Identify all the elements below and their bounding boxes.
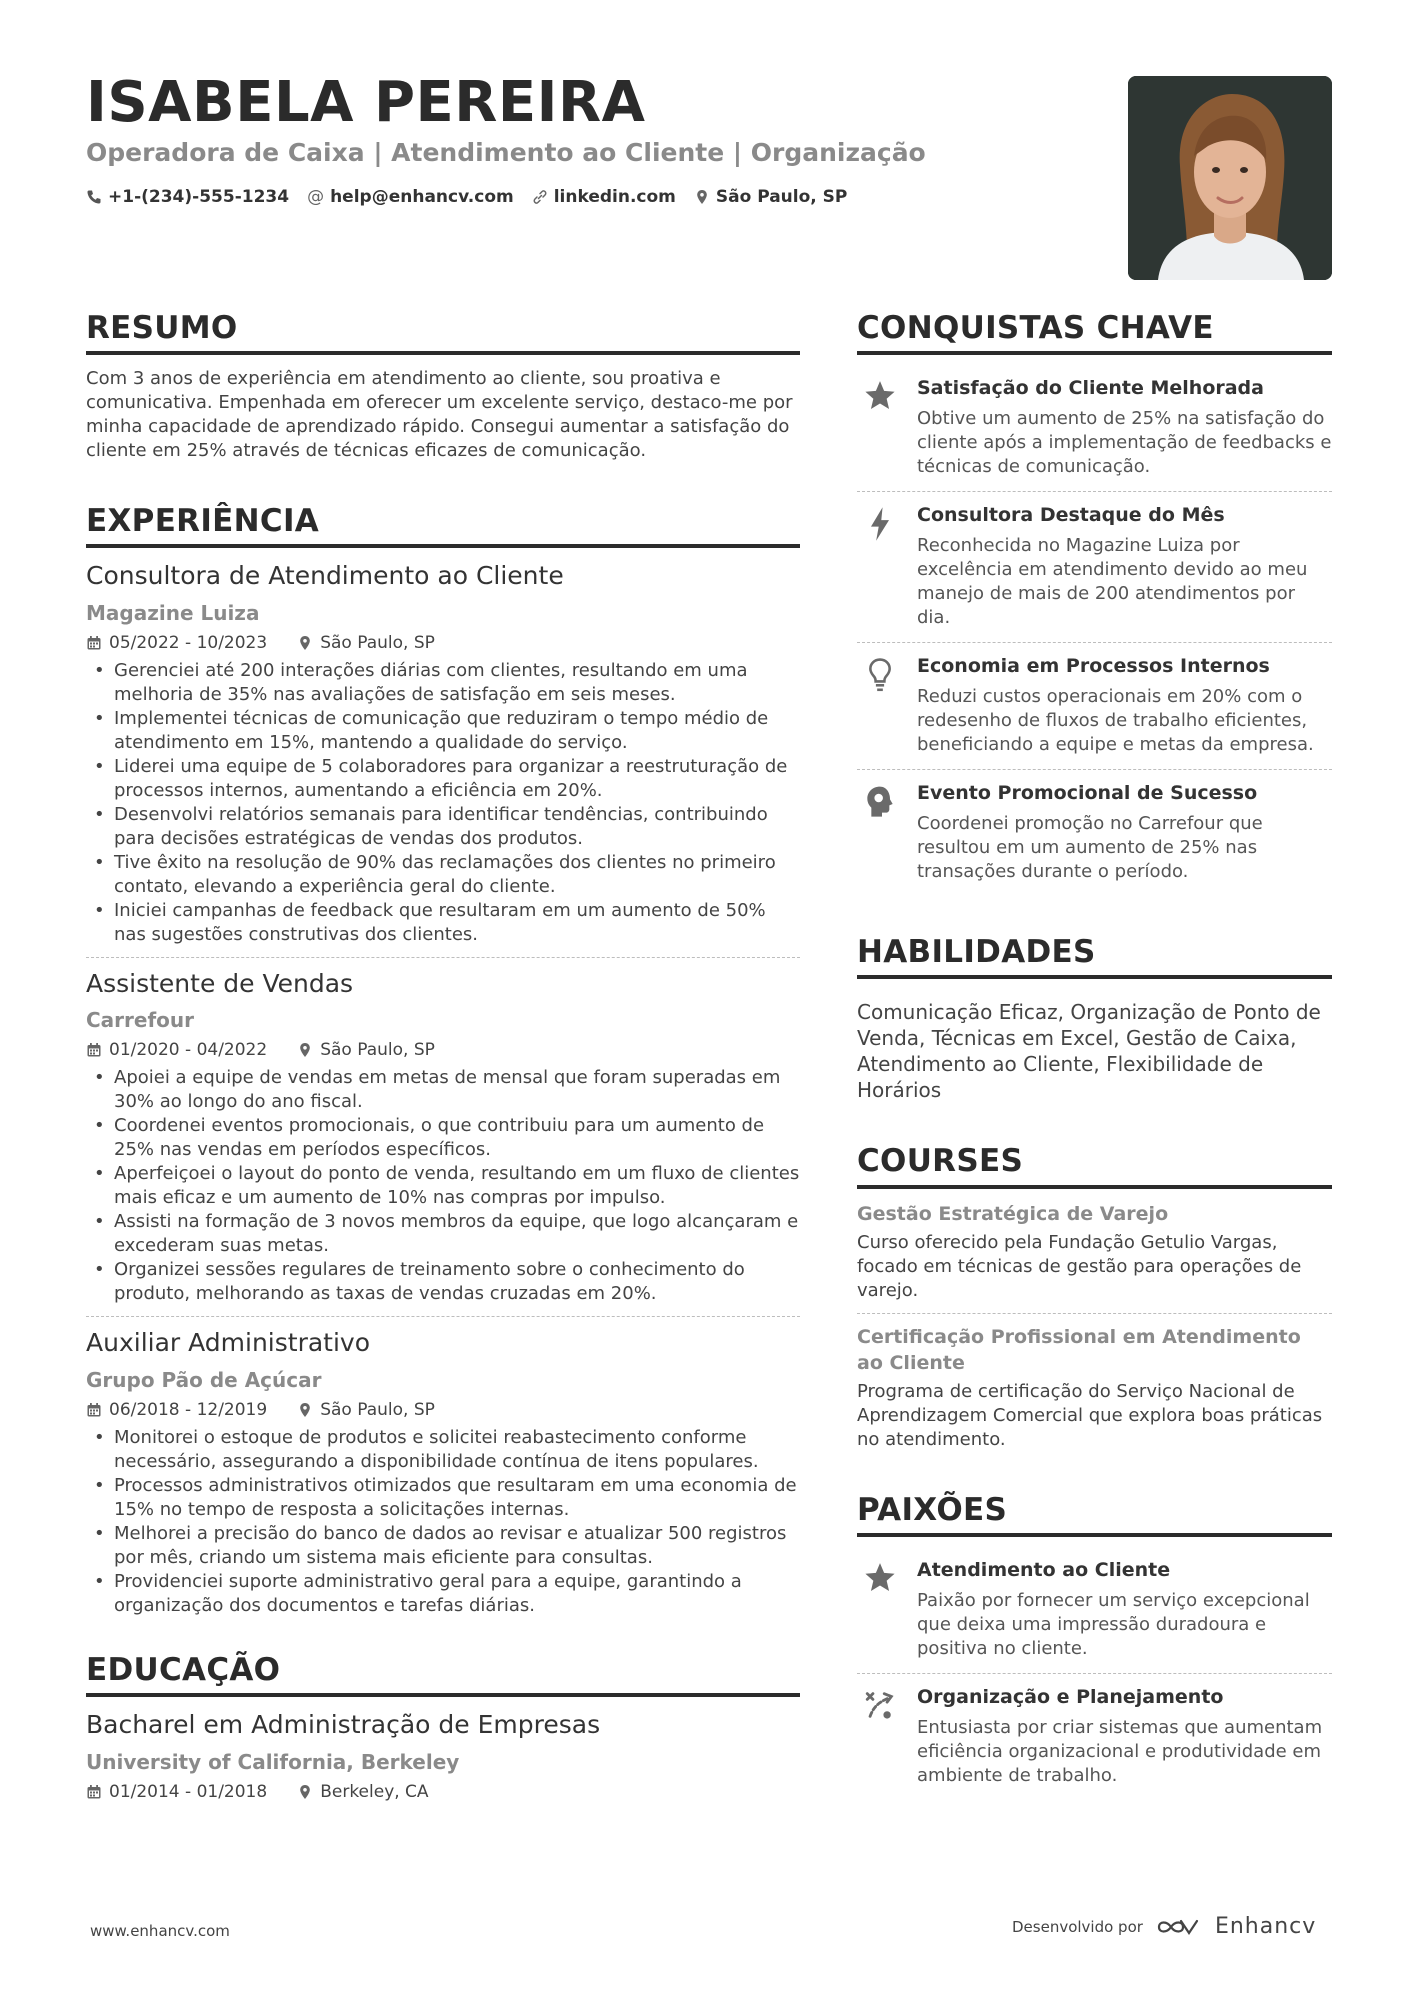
- list-item: • Aperfeiçoei o layout do ponto de venda, resultando em um fluxo de clientes mais eficaz e um aumento de 10% nas compras por impulso.: [86, 1162, 800, 1210]
- star-icon: [863, 379, 897, 413]
- linkedin-text: linkedin.com: [553, 187, 676, 207]
- location-pin-icon: [297, 1402, 313, 1418]
- list-item: • Coordenei eventos promocionais, o que contribuiu para um aumento de 25% nas vendas em períodos específicos.: [86, 1114, 800, 1162]
- achievement-item: [857, 772, 1332, 894]
- list-item: • Providenciei suporte administrativo geral para a equipe, garantindo a organização dos documentos e tarefas diárias.: [86, 1570, 800, 1618]
- courses-section: [857, 1143, 1332, 1451]
- job-bullets: [86, 1426, 800, 1618]
- summary-heading: RESUMO: [86, 310, 800, 355]
- brand-name: Enhancv: [1214, 1914, 1317, 1939]
- education-meta: [86, 1782, 800, 1802]
- course-desc: Programa de certificação do Serviço Nacional de Aprendizagem Comercial que explora boas práticas no atendimento.: [857, 1380, 1323, 1450]
- education-heading: EDUCAÇÃO: [86, 1652, 800, 1697]
- list-item: • Melhorei a precisão do banco de dados ao revisar e atualizar 500 registros por mês, criando um sistema mais eficiente para consultas.: [86, 1522, 800, 1570]
- job-title: Consultora de Atendimento ao Cliente: [86, 561, 564, 591]
- experience-section: [86, 503, 800, 1618]
- course-desc: Curso oferecido pela Fundação Getulio Vargas, focado em técnicas de gestão para operações de varejo.: [857, 1231, 1302, 1301]
- list-item: • Tive êxito na resolução de 90% das reclamações dos clientes no primeiro contato, elevando a experiência geral do cliente.: [86, 851, 800, 899]
- powered-by-text: Desenvolvido por: [1012, 1917, 1143, 1936]
- head-icon: [864, 784, 896, 820]
- course-title: Certificação Profissional em Atendimento ao Cliente: [857, 1325, 1301, 1374]
- contact-linkedin[interactable]: [532, 187, 676, 207]
- job-meta: [86, 1040, 800, 1060]
- list-item: • Gerenciei até 200 interações diárias com clientes, resultando em uma melhoria de 35% nas avaliações de satisfação em seis meses.: [86, 659, 800, 707]
- lightbulb-icon: [866, 657, 894, 693]
- course-title: Gestão Estratégica de Varejo: [857, 1202, 1169, 1225]
- achievement-desc: Coordenei promoção no Carrefour que resultou em um aumento de 25% nas transações durante o período.: [917, 813, 1263, 883]
- job-company: Carrefour: [86, 1008, 195, 1033]
- calendar-icon: [86, 1042, 102, 1058]
- phone-icon: [86, 189, 102, 205]
- job-entry: [86, 1327, 800, 1618]
- courses-heading: COURSES: [857, 1143, 1332, 1188]
- passion-title: Organização e Planejamento: [917, 1685, 1224, 1708]
- course-item: [857, 1201, 1332, 1303]
- list-item: • Processos administrativos otimizados que resultaram em uma economia de 15% no tempo de resposta a solicitações internas.: [86, 1474, 800, 1522]
- calendar-icon: [86, 1784, 102, 1800]
- footer-branding: [1012, 1914, 1316, 1939]
- contact-phone[interactable]: [86, 187, 289, 207]
- candidate-subtitle: Operadora de Caixa | Atendimento ao Cliente | Organização: [86, 138, 926, 167]
- job-title: Auxiliar Administrativo: [86, 1328, 371, 1358]
- experience-heading: EXPERIÊNCIA: [86, 503, 800, 548]
- lightning-icon: [866, 506, 894, 542]
- passion-item: [857, 1676, 1332, 1798]
- job-meta: [86, 633, 800, 653]
- phone-text: +1-(234)-555-1234: [108, 187, 290, 207]
- profile-photo: [1128, 76, 1332, 280]
- job-bullets: [86, 659, 800, 947]
- email-text: help@enhancv.com: [330, 187, 514, 207]
- location-pin-icon: [297, 1042, 313, 1058]
- calendar-icon: [86, 1402, 102, 1418]
- footer-website[interactable]: www.enhancv.com: [90, 1922, 230, 1940]
- passion-desc: Paixão por fornecer um serviço excepcional que deixa uma impressão duradoura e positiva no cliente.: [917, 1589, 1310, 1659]
- summary-section: [86, 310, 800, 463]
- profile-portrait-image: [1128, 76, 1332, 280]
- achievement-desc: Reconhecida no Magazine Luiza por excelência em atendimento devido ao meu manejo de mais de 200 atendimentos por dia.: [917, 535, 1308, 629]
- achievement-item: [857, 367, 1332, 489]
- strategy-icon: [863, 1688, 897, 1722]
- job-location: São Paulo, SP: [320, 1040, 435, 1061]
- skills-section: [857, 934, 1332, 1103]
- education-degree: Bacharel em Administração de Empresas: [86, 1710, 601, 1740]
- location-text: São Paulo, SP: [715, 187, 848, 207]
- job-location: São Paulo, SP: [320, 632, 435, 653]
- achievement-desc: Obtive um aumento de 25% na satisfação do cliente após a implementação de feedbacks e técnicas de comunicação.: [917, 408, 1332, 478]
- job-dates: 06/2018 - 12/2019: [109, 1399, 268, 1420]
- list-item: • Iniciei campanhas de feedback que resultaram em um aumento de 50% nas sugestões construtivas dos clientes.: [86, 899, 800, 947]
- achievement-item: [857, 494, 1332, 640]
- location-pin-icon: [297, 1784, 313, 1800]
- passions-section: [857, 1492, 1332, 1798]
- achievement-title: Economia em Processos Internos: [917, 655, 1270, 678]
- calendar-icon: [86, 635, 102, 651]
- achievement-title: Satisfação do Cliente Melhorada: [917, 377, 1264, 400]
- job-company: Magazine Luiza: [86, 600, 260, 625]
- star-icon: [863, 1561, 897, 1595]
- divider: [857, 769, 1332, 770]
- contact-row: [86, 187, 847, 207]
- contact-location: [694, 187, 847, 207]
- achievement-item: [857, 645, 1332, 767]
- divider: [857, 1313, 1332, 1314]
- divider: [86, 957, 800, 958]
- right-column: [857, 310, 1332, 1838]
- job-entry: [86, 560, 800, 947]
- divider: [857, 491, 1332, 492]
- location-pin-icon: [694, 189, 710, 205]
- achievement-title: Evento Promocional de Sucesso: [917, 782, 1258, 805]
- achievement-desc: Reduzi custos operacionais em 20% com o redesenho de fluxos de trabalho eficientes, beneficiando a equipe e metas da empresa.: [917, 686, 1314, 756]
- job-bullets: [86, 1066, 800, 1306]
- job-meta: [86, 1400, 800, 1420]
- list-item: • Apoiei a equipe de vendas em metas de mensal que foram superadas em 30% ao longo do ano fiscal.: [86, 1066, 800, 1114]
- list-item: • Desenvolvi relatórios semanais para identificar tendências, contribuindo para decisões estratégicas de vendas dos produtos.: [86, 803, 800, 851]
- job-title: Assistente de Vendas: [86, 968, 354, 998]
- education-section: [86, 1652, 800, 1802]
- course-item: [857, 1324, 1332, 1452]
- divider: [86, 1316, 800, 1317]
- summary-text: Com 3 anos de experiência em atendimento ao cliente, sou proativa e comunicativa. Empenhada em oferecer um excelente serviço, destaco-me por minha capacidade de aprendizado rápido. Consegui aumentar a satisfação do cliente em 25% através de técnicas eficazes de comunicação.: [86, 368, 793, 462]
- at-icon: @: [307, 187, 325, 207]
- job-dates: 01/2020 - 04/2022: [109, 1040, 268, 1061]
- list-item: • Organizei sessões regulares de treinamento sobre o conhecimento do produto, melhorando as taxas de vendas cruzadas em 20%.: [86, 1258, 800, 1306]
- left-column: [86, 310, 800, 1842]
- job-location: São Paulo, SP: [320, 1399, 435, 1420]
- divider: [857, 642, 1332, 643]
- education-dates: 01/2014 - 01/2018: [109, 1781, 268, 1802]
- passion-desc: Entusiasta por criar sistemas que aumentam eficiência organizacional e produtividade em ambiente de trabalho.: [917, 1716, 1323, 1786]
- list-item: • Liderei uma equipe de 5 colaboradores para organizar a reestruturação de processos internos, aumentando a eficiência em 20%.: [86, 755, 800, 803]
- job-dates: 05/2022 - 10/2023: [109, 632, 268, 653]
- education-school: University of California, Berkeley: [86, 1749, 460, 1774]
- enhancv-logo-icon: [1155, 1915, 1203, 1939]
- passion-item: [857, 1549, 1332, 1671]
- achievement-title: Consultora Destaque do Mês: [917, 504, 1225, 527]
- list-item: • Monitorei o estoque de produtos e solicitei reabastecimento conforme necessário, assegurando a disponibilidade contínua de itens populares.: [86, 1426, 800, 1474]
- passions-heading: PAIXÕES: [857, 1492, 1332, 1537]
- link-icon: [532, 189, 548, 205]
- achievements-section: [857, 310, 1332, 894]
- skills-text: Comunicação Eficaz, Organização de Ponto de Venda, Técnicas em Excel, Gestão de Caixa, Atendimento ao Cliente, Flexibilidade de Horários: [857, 1000, 1321, 1103]
- location-pin-icon: [297, 635, 313, 651]
- list-item: • Assisti na formação de 3 novos membros da equipe, que logo alcançaram e excederam suas metas.: [86, 1210, 800, 1258]
- education-location: Berkeley, CA: [320, 1781, 429, 1802]
- contact-email[interactable]: [307, 187, 514, 207]
- achievements-heading: CONQUISTAS CHAVE: [857, 310, 1332, 355]
- list-item: • Implementei técnicas de comunicação que reduziram o tempo médio de atendimento em 15%, mantendo a qualidade do serviço.: [86, 707, 800, 755]
- passion-title: Atendimento ao Cliente: [917, 1558, 1171, 1581]
- skills-heading: HABILIDADES: [857, 934, 1332, 979]
- divider: [857, 1673, 1332, 1674]
- job-company: Grupo Pão de Açúcar: [86, 1367, 322, 1392]
- candidate-name: ISABELA PEREIRA: [86, 70, 646, 135]
- job-entry: [86, 968, 800, 1307]
